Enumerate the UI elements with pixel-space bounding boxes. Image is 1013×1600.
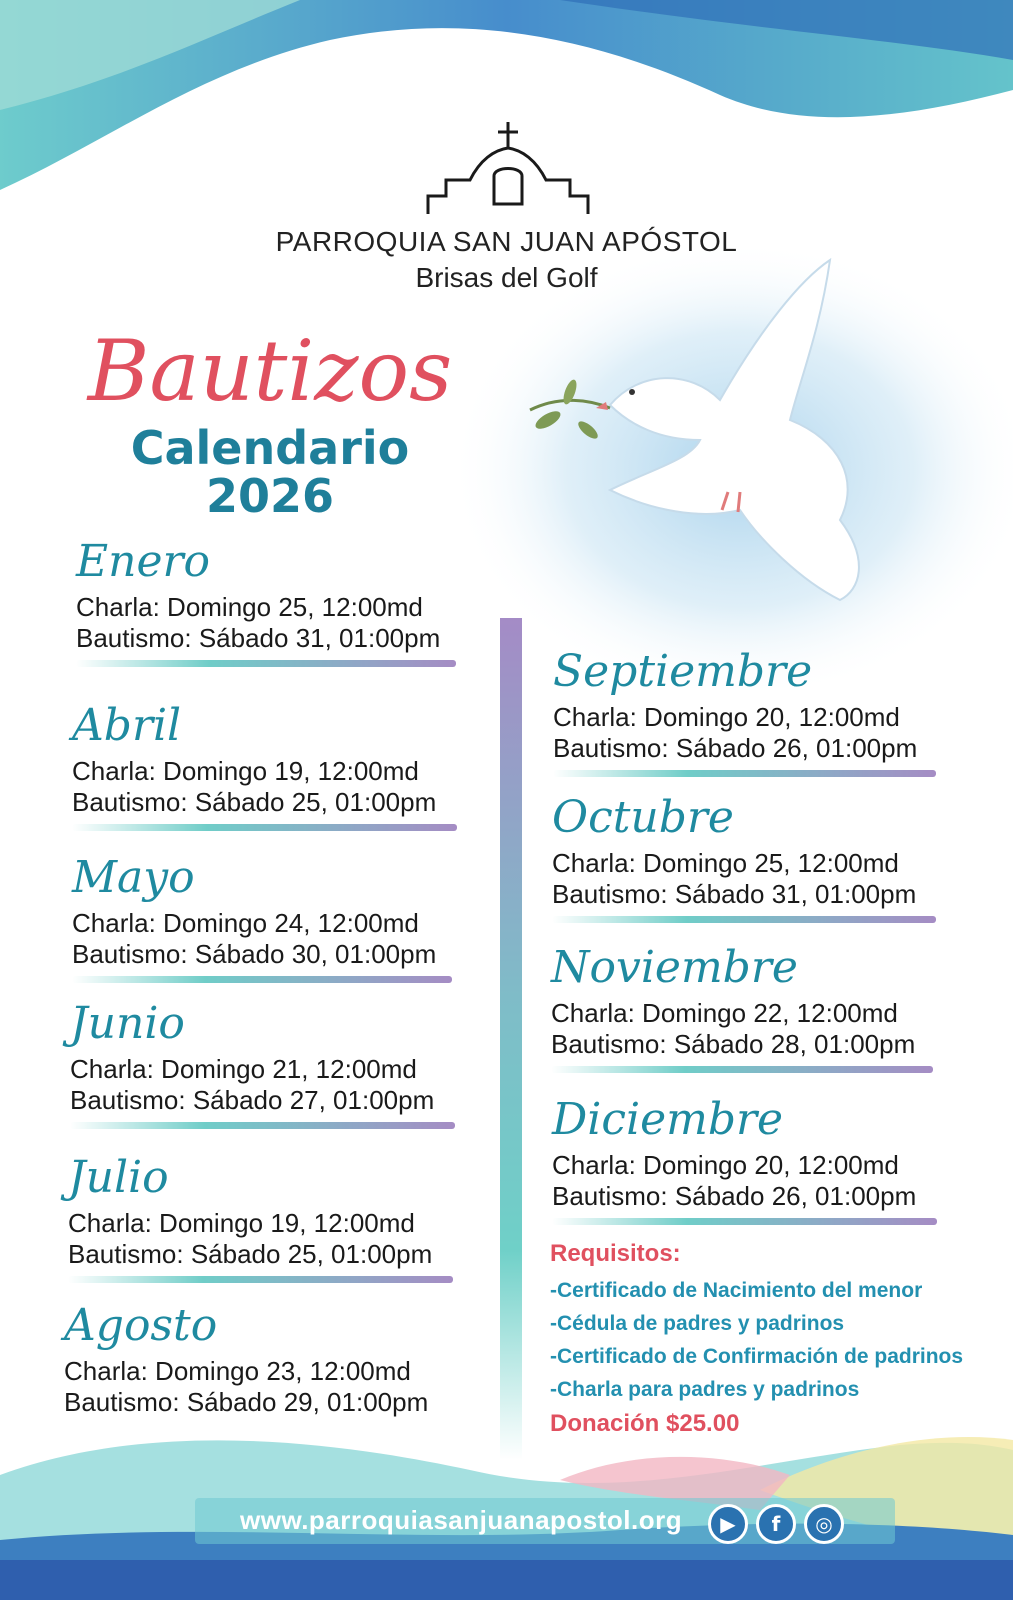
month-block-abril bbox=[72, 700, 492, 831]
month-divider bbox=[553, 770, 936, 777]
month-name: Octubre bbox=[552, 792, 734, 843]
month-name: Junio bbox=[70, 998, 185, 1049]
youtube-icon[interactable]: ▶ bbox=[708, 1504, 748, 1544]
bautismo-text: Bautismo: Sábado 30, 01:00pm bbox=[72, 939, 437, 969]
center-divider-bar bbox=[500, 618, 522, 1460]
month-block-septiembre bbox=[553, 646, 973, 777]
month-block-octubre bbox=[552, 792, 972, 923]
parish-location: Brisas del Golf bbox=[415, 262, 598, 293]
month-divider bbox=[552, 1218, 937, 1225]
month-block-noviembre bbox=[551, 942, 971, 1073]
charla-text: Charla: Domingo 24, 12:00md bbox=[72, 908, 419, 938]
requirements-section bbox=[550, 1240, 990, 1438]
bautismo-text: Bautismo: Sábado 25, 01:00pm bbox=[72, 787, 437, 817]
requirements-title: Requisitos: bbox=[550, 1240, 681, 1267]
charla-text: Charla: Domingo 20, 12:00md bbox=[553, 702, 900, 732]
bautismo-text: Bautismo: Sábado 26, 01:00pm bbox=[552, 1181, 917, 1211]
month-name: Abril bbox=[72, 700, 182, 751]
website-link[interactable]: www.parroquiasanjuanapostol.org bbox=[240, 1505, 683, 1535]
month-divider bbox=[72, 824, 457, 831]
month-divider bbox=[76, 660, 456, 667]
month-name: Enero bbox=[76, 536, 211, 587]
church-logo-icon bbox=[0, 0, 1013, 230]
donation-amount: Donación $25.00 bbox=[550, 1410, 740, 1437]
month-divider bbox=[552, 916, 936, 923]
month-name: Agosto bbox=[64, 1300, 218, 1351]
title-calendar bbox=[70, 421, 470, 523]
month-name: Julio bbox=[68, 1152, 169, 1203]
month-block-enero bbox=[76, 536, 496, 667]
parish-name: PARROQUIA SAN JUAN APÓSTOL bbox=[275, 226, 738, 257]
month-divider bbox=[70, 1122, 455, 1129]
month-divider bbox=[72, 976, 452, 983]
calendar-label: Calendario bbox=[130, 421, 410, 475]
month-block-agosto bbox=[64, 1300, 484, 1418]
month-block-diciembre bbox=[552, 1094, 972, 1225]
month-name: Septiembre bbox=[553, 646, 813, 697]
charla-text: Charla: Domingo 25, 12:00md bbox=[76, 592, 423, 622]
charla-text: Charla: Domingo 25, 12:00md bbox=[552, 848, 899, 878]
calendar-year: 2026 bbox=[205, 469, 335, 523]
charla-text: Charla: Domingo 21, 12:00md bbox=[70, 1054, 417, 1084]
bautismo-text: Bautismo: Sábado 31, 01:00pm bbox=[76, 623, 441, 653]
requirement-item: -Certificado de Nacimiento del menor bbox=[550, 1279, 923, 1302]
bautismo-text: Bautismo: Sábado 28, 01:00pm bbox=[551, 1029, 916, 1059]
charla-text: Charla: Domingo 23, 12:00md bbox=[64, 1356, 411, 1386]
month-name: Mayo bbox=[72, 852, 195, 903]
title-bautizos: Bautizos bbox=[87, 322, 453, 420]
month-divider bbox=[551, 1066, 933, 1073]
bautismo-text: Bautismo: Sábado 25, 01:00pm bbox=[68, 1239, 433, 1269]
month-block-junio bbox=[70, 998, 490, 1129]
month-block-julio bbox=[68, 1152, 488, 1283]
requirement-item: -Certificado de Confirmación de padrinos bbox=[550, 1345, 964, 1368]
facebook-icon[interactable]: f bbox=[756, 1504, 796, 1544]
charla-text: Charla: Domingo 19, 12:00md bbox=[68, 1208, 415, 1238]
month-name: Noviembre bbox=[551, 942, 798, 993]
month-name: Diciembre bbox=[552, 1094, 784, 1145]
requirement-item: -Cédula de padres y padrinos bbox=[550, 1312, 845, 1335]
charla-text: Charla: Domingo 22, 12:00md bbox=[551, 998, 898, 1028]
charla-text: Charla: Domingo 19, 12:00md bbox=[72, 756, 419, 786]
bautismo-text: Bautismo: Sábado 31, 01:00pm bbox=[552, 879, 917, 909]
bautismo-text: Bautismo: Sábado 29, 01:00pm bbox=[64, 1387, 429, 1417]
bautismo-text: Bautismo: Sábado 27, 01:00pm bbox=[70, 1085, 435, 1115]
charla-text: Charla: Domingo 20, 12:00md bbox=[552, 1150, 899, 1180]
month-block-mayo bbox=[72, 852, 492, 983]
bautismo-text: Bautismo: Sábado 26, 01:00pm bbox=[553, 733, 918, 763]
requirement-item: -Charla para padres y padrinos bbox=[550, 1378, 860, 1401]
instagram-icon[interactable]: ◎ bbox=[804, 1504, 844, 1544]
month-divider bbox=[68, 1276, 453, 1283]
